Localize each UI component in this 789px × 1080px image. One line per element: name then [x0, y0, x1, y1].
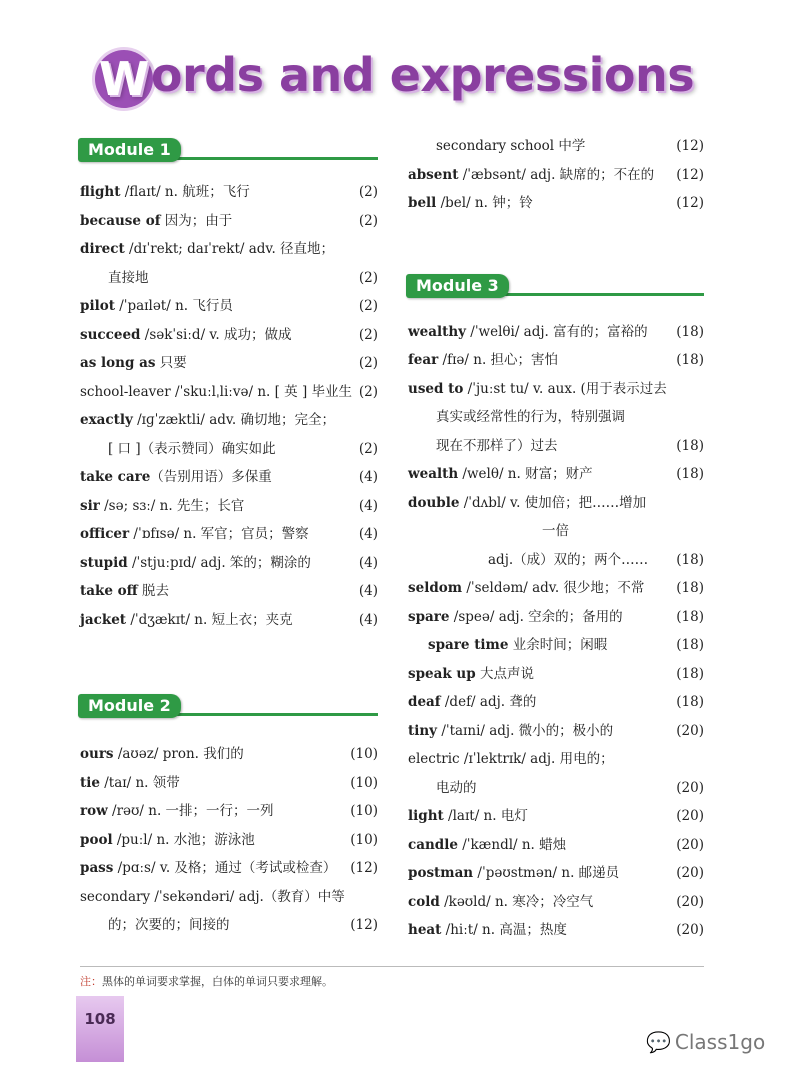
word-entry-continuation: 电动的 (20) [436, 779, 704, 796]
title-rest: ords and expressions [150, 48, 695, 102]
word-entry: electric /ɪˈlektrɪk/ adj. 用电的； [408, 751, 614, 767]
word-entry: jacket /ˈdʒækɪt/ n. 短上衣；夹克 (4) [80, 611, 378, 628]
module-3-heading [408, 274, 704, 300]
word-entry: officer /ˈɒfɪsə/ n. 军官；官员；警察 (4) [80, 526, 378, 542]
word-entry: spare time 业余时间；闲暇 (18) [428, 637, 704, 653]
word-entry: pool /puːl/ n. 水池；游泳池 (10) [80, 831, 378, 848]
word-entry: used to /ˈjuːst tu/ v. aux. (用于表示过去 [408, 380, 667, 397]
word-entry: tie /taɪ/ n. 领带 (10) [80, 774, 378, 791]
word-entry: ours /aʊəz/ pron. 我们的 (10) [80, 746, 378, 762]
page-number: 108 [76, 996, 124, 1062]
word-entry: take off 脱去 (4) [80, 583, 378, 599]
word-entry-continuation: 一倍 [542, 523, 569, 539]
module-1-heading [80, 138, 378, 164]
page-title [0, 48, 789, 108]
word-entry: exactly /ɪɡˈzæktli/ adv. 确切地；完全； [80, 412, 336, 428]
footnote [80, 966, 704, 989]
right-column [408, 132, 704, 945]
wechat-icon: 💬 [646, 1030, 671, 1054]
word-entry: fear /fɪə/ n. 担心；害怕 (18) [408, 352, 704, 368]
word-entry: wealthy /ˈwelθi/ adj. 富有的；富裕的 (18) [408, 323, 704, 340]
word-entry: seldom /ˈseldəm/ adv. 很少地；不常 (18) [408, 580, 704, 596]
word-entry: heat /hiːt/ n. 高温；热度 (20) [408, 922, 704, 938]
word-entry: because of 因为；由于 (2) [80, 212, 378, 229]
word-entry-continuation: 的；次要的；间接的 (12) [108, 917, 378, 933]
word-entry-continuation: secondary school 中学 (12) [436, 138, 704, 154]
word-entry: as long as 只要 (2) [80, 355, 378, 371]
watermark-text: Class1go [674, 1030, 766, 1054]
module-2-label: Module 2 [78, 694, 181, 718]
word-entry: direct /dɪˈrekt; daɪˈrekt/ adv. 径直地； [80, 241, 335, 257]
word-entry: light /laɪt/ n. 电灯 (20) [408, 808, 704, 824]
word-entry: speak up 大点声说 (18) [408, 665, 704, 682]
word-entry: spare /speə/ adj. 空余的；备用的 (18) [408, 608, 704, 625]
module-3-label: Module 3 [406, 274, 509, 298]
module-2-heading [80, 694, 378, 720]
word-entry-continuation: 真实或经常性的行为，特别强调 [436, 409, 625, 425]
word-entry-continuation: adj.（成）双的；两个…… (18) [488, 551, 704, 568]
word-entry: row /rəʊ/ n. 一排；一行；一列 (10) [80, 803, 378, 819]
word-entry: pilot /ˈpaɪlət/ n. 飞行员 (2) [80, 298, 378, 314]
word-entry-continuation: 直接地 (2) [108, 269, 378, 286]
watermark [646, 1030, 765, 1054]
word-entry: sir /sə; sɜː/ n. 先生；长官 (4) [80, 497, 378, 514]
module-1-label: Module 1 [78, 138, 181, 162]
word-entry: wealth /welθ/ n. 财富；财产 (18) [408, 466, 704, 482]
left-column [80, 138, 378, 940]
word-entry: double /ˈdʌbl/ v. 使加倍；把……增加 [408, 494, 647, 511]
word-entry: tiny /ˈtaɪni/ adj. 微小的；极小的 (20) [408, 722, 704, 739]
word-entry: pass /pɑːs/ v. 及格；通过（考试或检查） (12) [80, 860, 378, 876]
word-entry: take care（告别用语）多保重 (4) [80, 469, 378, 485]
word-entry: succeed /səkˈsiːd/ v. 成功；做成 (2) [80, 326, 378, 343]
word-entry: cold /kəʊld/ n. 寒冷；冷空气 (20) [408, 893, 704, 910]
word-entry: postman /ˈpəʊstmən/ n. 邮递员 (20) [408, 865, 704, 881]
footnote-label: 注： [80, 975, 102, 988]
word-entry: stupid /ˈstjuːpɪd/ adj. 笨的；糊涂的 (4) [80, 554, 378, 571]
word-entry: deaf /def/ adj. 聋的 (18) [408, 694, 704, 710]
word-entry: flight /flaɪt/ n. 航班；飞行 (2) [80, 184, 378, 200]
word-entry-continuation: 现在不那样了）过去 (18) [436, 437, 704, 454]
word-entry: candle /ˈkændl/ n. 蜡烛 (20) [408, 836, 704, 853]
word-entry: secondary /ˈsekəndəri/ adj.（教育）中等 [80, 888, 345, 905]
title-initial: W [95, 50, 153, 108]
word-entry-continuation: [ 口 ]（表示赞同）确实如此 (2) [108, 440, 378, 457]
word-entry: school-leaver /ˈskuːlˌliːvə/ n. [ 英 ] 毕业生 (2) [80, 383, 378, 400]
word-entry: bell /bel/ n. 钟；铃 (12) [408, 195, 704, 211]
footnote-text: 黑体的单词要求掌握，白体的单词只要求理解。 [102, 975, 333, 988]
word-entry: absent /ˈæbsənt/ adj. 缺席的；不在的 (12) [408, 166, 704, 183]
